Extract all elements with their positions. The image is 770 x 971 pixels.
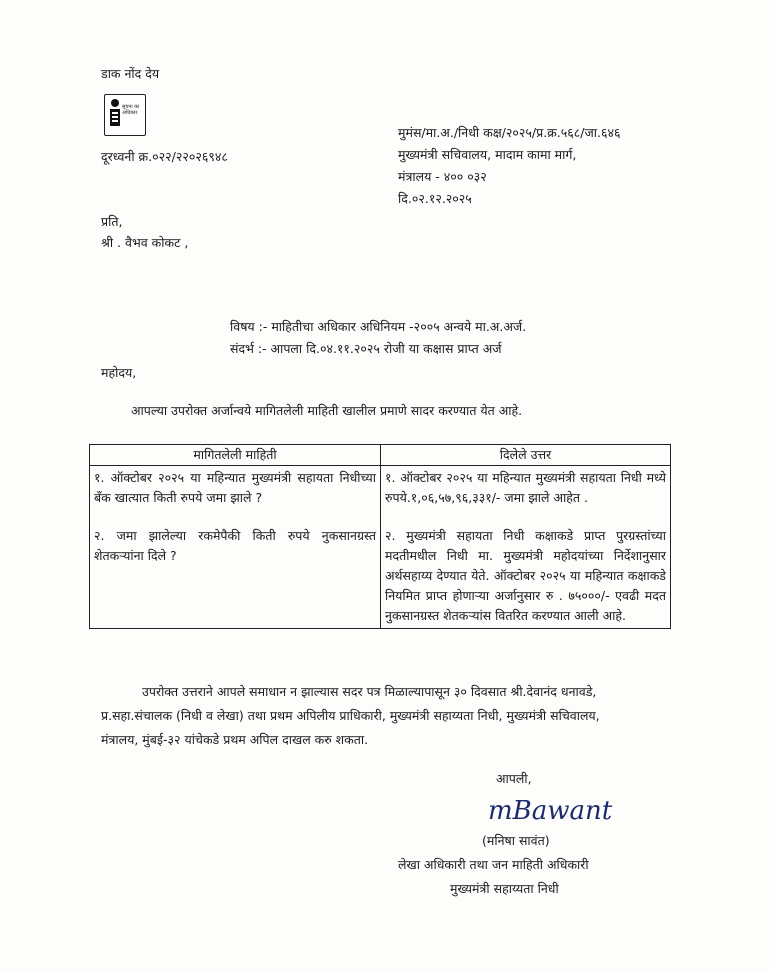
office-address: मुख्यमंत्री सचिवालय, मादाम कामा मार्ग, [398, 147, 577, 162]
office-pin: मंत्रालय - ४०० ०३२ [398, 169, 487, 184]
header-requested-info: मागितलेली माहिती [90, 445, 381, 466]
ref-number: मुमंस/मा.अ./निधी कक्ष/२०२५/प्र.क्र.५६८/जा.६४६ [398, 125, 621, 140]
rti-logo [104, 94, 146, 136]
appeal-line-3: मंत्रालय, मुंबई-३२ यांचेकडे प्रथम अपिल दाखल करु शकता. [101, 732, 369, 747]
intro-text: आपल्या उपरोक्त अर्जान्वये मागितलेली माहिती खालील प्रमाणे सादर करण्यात येत आहे. [131, 403, 523, 418]
signatory-office: मुख्यमंत्री सहाय्यता निधी [450, 881, 559, 896]
person-icon [108, 98, 122, 130]
reference-line: संदर्भ :- आपला दि.०४.११.२०२५ रोजी या कक्षास प्राप्त अर्ज [230, 341, 502, 356]
recipient-name: श्री . वैभव कोकट , [101, 235, 189, 250]
salutation: महोदय, [101, 365, 137, 380]
logo-text: सूचना का अधिकार [122, 104, 140, 116]
appeal-line-1: उपरोक्त उत्तराने आपले समाधान न झाल्यास सदर पत्र मिळाल्यापासून ३० दिवसात श्री.देवानंद धनावडे, [142, 684, 597, 699]
handwritten-signature: mBawant [488, 796, 613, 826]
subject-line: विषय :- माहितीचा अधिकार अधिनियम -२००५ अन्वये मा.अ.अर्ज. [230, 319, 527, 334]
question-2: २. जमा झालेल्या रकमेपैकी किती रुपये नुकसानग्रस्त शेतकऱ्यांना दिले ? [94, 528, 376, 563]
table-header-row [90, 445, 671, 466]
recipient-to: प्रति, [101, 214, 123, 229]
phone-number: दूरध्वनी क्र.०२२/२२०२६९४८ [101, 149, 228, 164]
signatory-designation: लेखा अधिकारी तथा जन माहिती अधिकारी [398, 857, 589, 872]
signatory-name: (मनिषा सावंत) [482, 833, 550, 848]
answer-cell [381, 466, 671, 629]
letter-date: दि.०२.१२.२०२५ [398, 191, 472, 206]
question-cell [90, 466, 381, 629]
info-table [89, 444, 671, 629]
table-row [90, 466, 671, 629]
answer-2: २. मुख्यमंत्री सहायता निधी कक्षाकडे प्राप्त पुरग्रस्तांच्या मदतीमधील निधी मा. मुख्यमंत्री महोदयांच्या निर्देशानुसार अर्थसहाय्य देण्यात येते. ऑक्टोबर २०२५ या महिन्यात कक्षाकडे नियमित प्राप्त होणाऱ्या अर्जानुसार रु . ७५०००/- एवढी मदत नुकसानग्रस्त शेतकऱ्यांस वितरित करण्यात आली आहे. [385, 528, 666, 623]
question-1: १. ऑक्टोबर २०२५ या महिन्यात मुख्यमंत्री सहायता निधीच्या बँक खात्यात किती रुपये जमा झाले ? [94, 470, 376, 505]
header-answer: दिलेले उत्तर [381, 445, 671, 466]
answer-1: १. ऑक्टोबर २०२५ या महिन्यात मुख्यमंत्री सहायता निधी मध्ये रुपये.१,०६,५७,९६,३३१/- जमा झाले आहेत . [385, 470, 666, 505]
appeal-line-2: प्र.सहा.संचालक (निधी व लेखा) तथा प्रथम अपिलीय प्राधिकारी, मुख्यमंत्री सहाय्यता निधी, मुख्यमंत्री सचिवालय, [101, 708, 600, 723]
closing: आपली, [496, 771, 532, 786]
post-note: डाक नोंद देय [101, 66, 160, 81]
